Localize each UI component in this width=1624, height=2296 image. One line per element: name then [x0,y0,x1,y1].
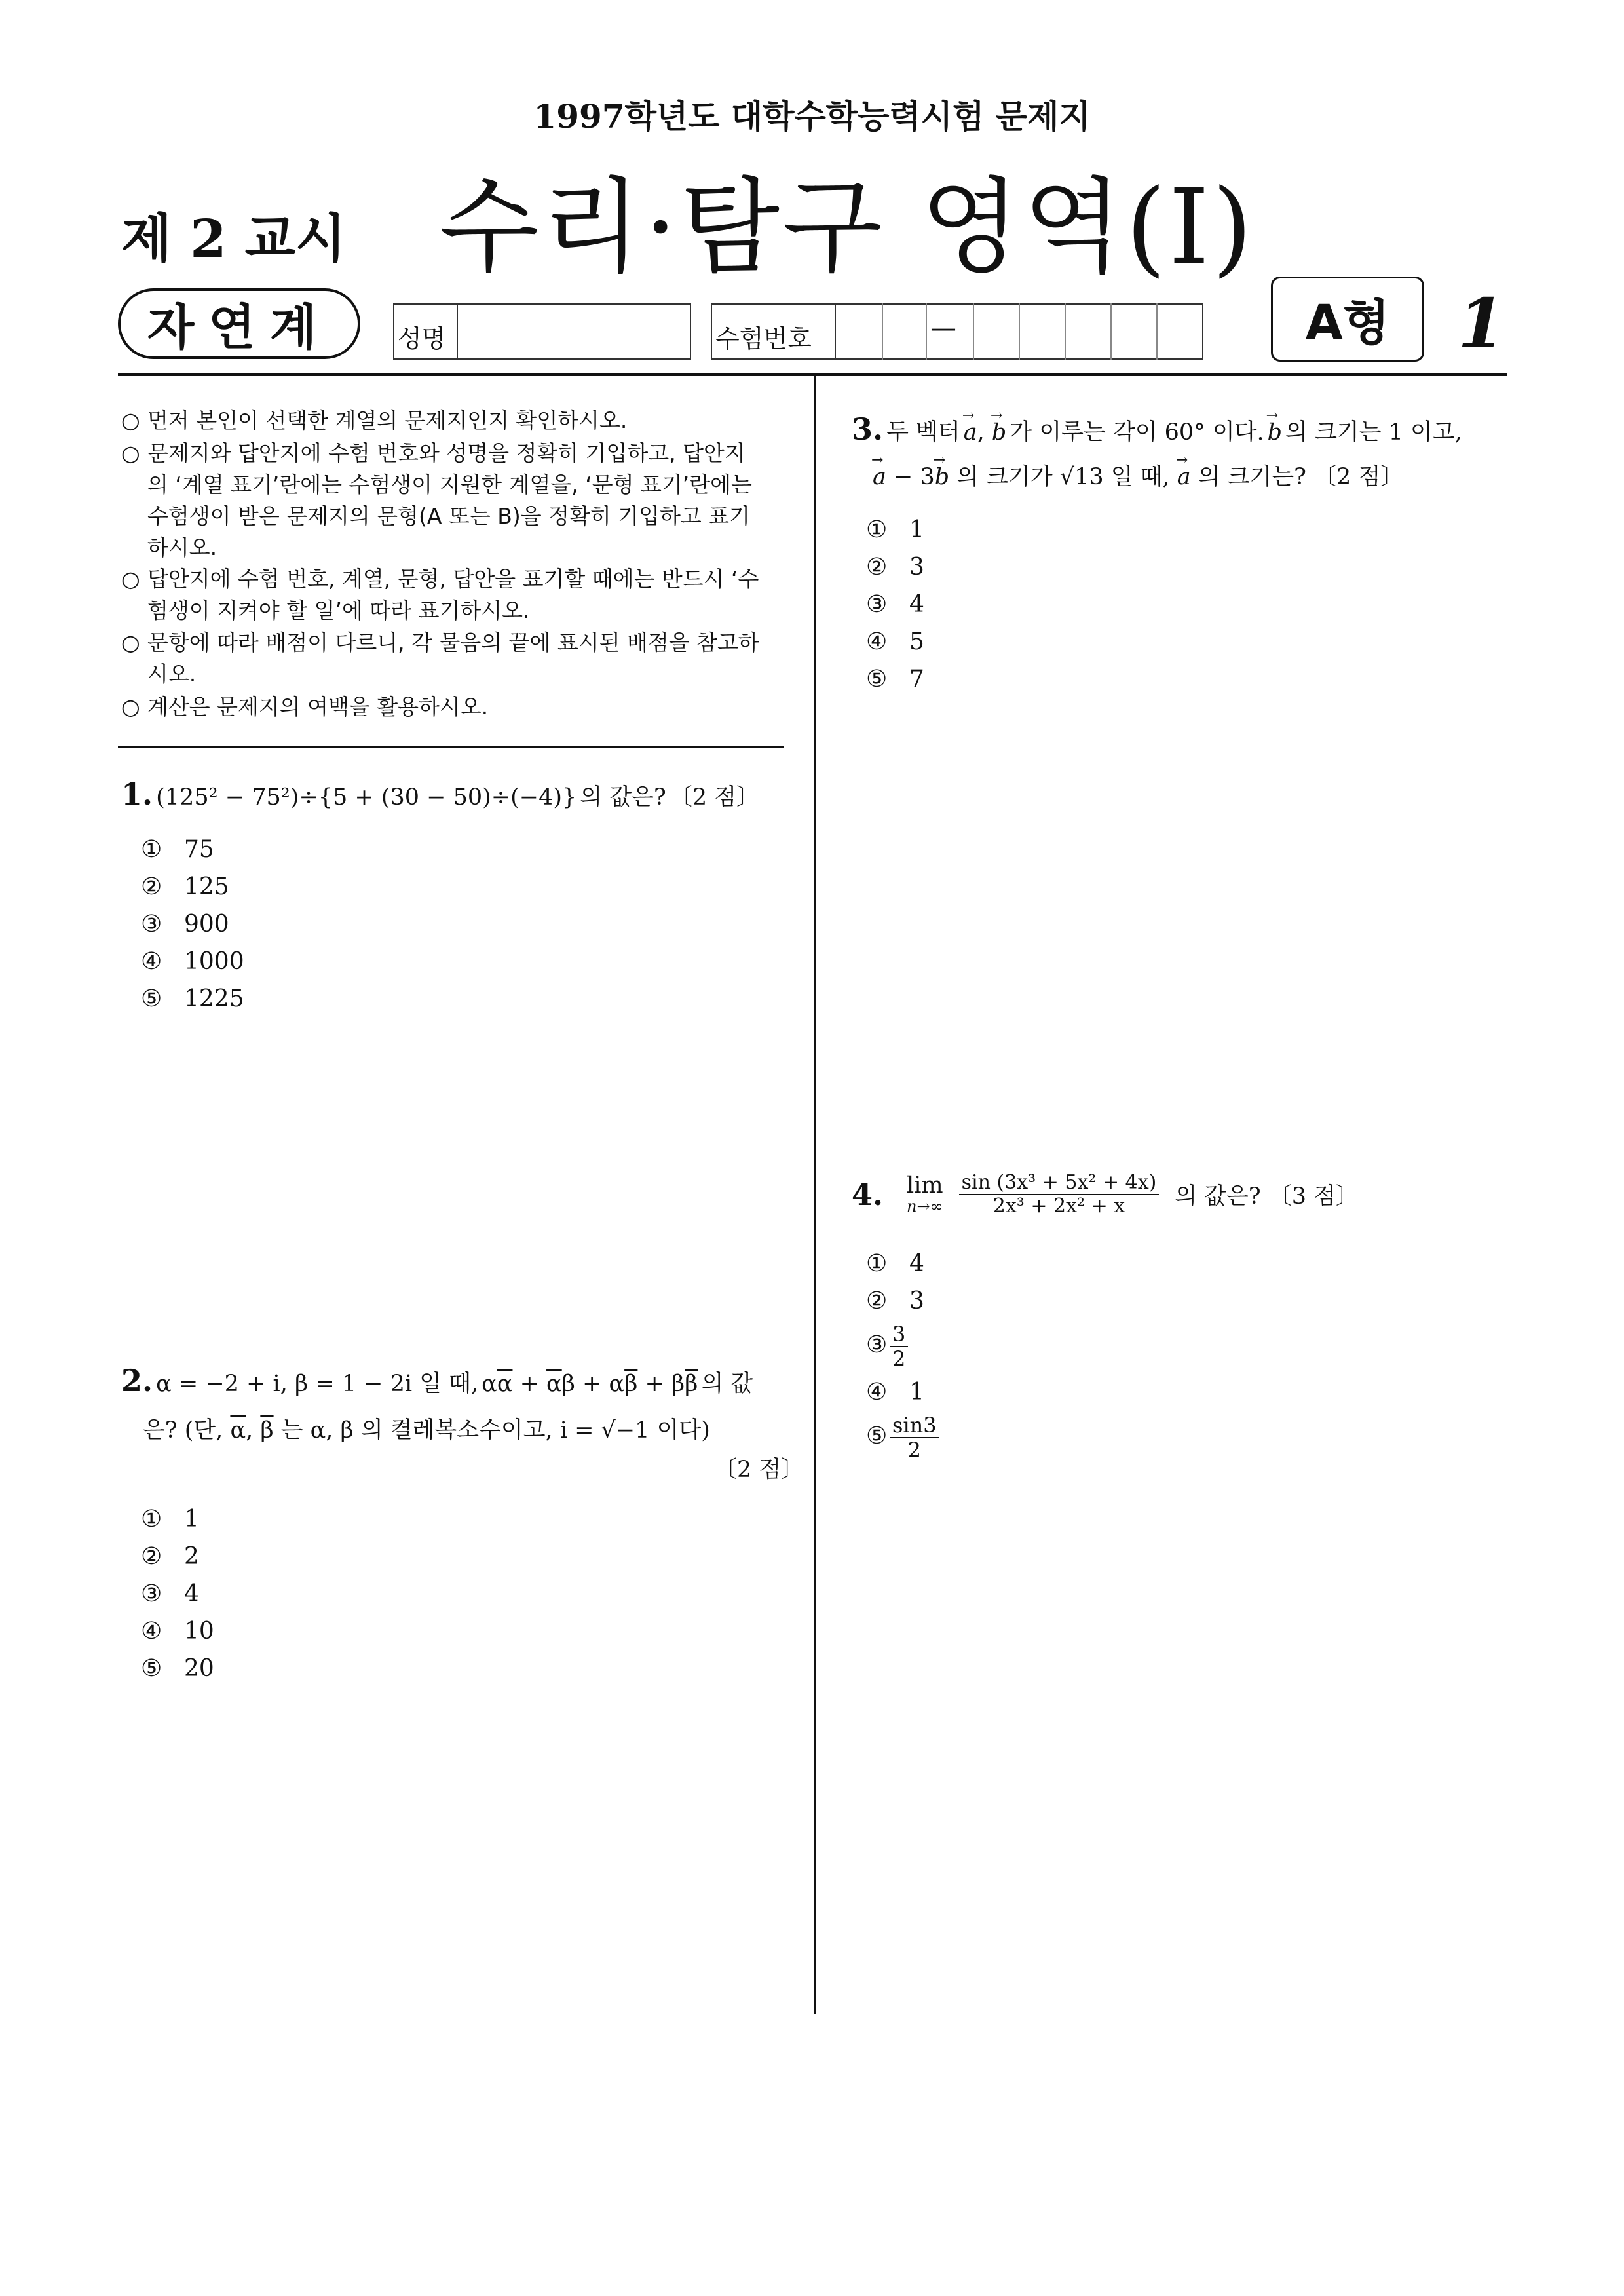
name-field-divider [457,303,458,360]
choice-5[interactable]: ⑤ 20 [141,1655,214,1682]
question-number: 4. [852,1177,884,1212]
choice-list [866,511,924,698]
question-3: 3. 두 벡터 → a, → b 가 이루는 각이 60° 이다. → b 의 크기는 1 이고, [852,411,1462,447]
notice-rule [118,746,784,748]
choice-3[interactable]: ③ 4 [866,591,924,618]
choice-2[interactable]: ② 3 [866,554,924,581]
choice-1[interactable]: ① 1 [866,516,924,543]
column-divider [814,376,816,2014]
question-expression: $\alpha\overline{\alpha} + \overline{\alpha}\beta + \alpha\overline{\beta} + \beta\overline{\beta}$ [482,1371,698,1397]
question-prompt: 의 값은? [1175,1183,1261,1210]
choice-4[interactable]: ④ 5 [866,628,924,655]
exam-year-title: 1997학년도 대학수학능력시험 문제지 [533,97,1091,136]
notice-line: 험생이 지켜야 할 일’에 따라 표기하시오. [147,598,530,623]
name-label: 성명 [398,324,446,353]
notice-line: 수험생이 받은 문제지의 문형(A 또는 B)을 정확히 기입하고 표기 [147,503,750,529]
circle-bullet-icon: ○ [121,440,140,466]
notice-item [121,564,789,626]
header-rule [118,373,1507,376]
choice-2[interactable]: ② 125 [141,873,229,900]
question-points: 〔3 점〕 [1268,1183,1359,1210]
exam-cell-divider [1065,303,1066,360]
notice-line: 문제지와 답안지에 수험 번호와 성명을 정확히 기입하고, 답안지 [147,440,746,466]
question-number: 2. [121,1363,153,1398]
notice-item [121,627,789,690]
page-number: 1 [1458,283,1505,364]
choice-1[interactable]: ① 1 [141,1506,199,1533]
exam-cell-divider [835,303,836,360]
circle-bullet-icon: ○ [121,566,140,592]
question-prompt: 의 값 [701,1371,753,1397]
choice-2[interactable]: ② 2 [141,1543,199,1570]
question-expression: (125² − 75²)÷{5 + (30 − 50)÷(−4)} [156,784,577,811]
notice-line: 먼저 본인이 선택한 계열의 문제지인지 확인하시오. [147,408,628,433]
limit-fraction: $\frac{\text{sin (3x³ + 5x² + 4x)}}{\text{2x³ + 2x² + x}}$ [959,1173,1160,1216]
question-points: 〔2 점〕 [714,1457,804,1483]
exam-cell-divider [1110,303,1112,360]
question-1 [121,776,759,812]
exam-number-dash: — [930,313,956,343]
notice-line: 계산은 문제지의 여백을 활용하시오. [147,694,489,719]
question-points: 〔2 점〕 [669,784,760,811]
question-number: 1. [121,776,153,812]
choice-5[interactable]: ⑤ $\frac{\sin 3}{2}$ [866,1415,939,1461]
circle-bullet-icon: ○ [121,694,140,719]
limit-operator: lim n→∞ [907,1172,943,1215]
choice-5[interactable]: ⑤ 1225 [141,985,244,1012]
choice-5[interactable]: ⑤ 7 [866,666,924,693]
question-points: 〔2 점〕 [1313,464,1404,490]
exam-cell-divider [926,303,927,360]
choice-list [141,831,244,1018]
track-badge [118,288,360,359]
exam-cell-divider [1019,303,1020,360]
notice-item [121,405,789,436]
form-type-badge [1271,277,1424,362]
question-4 [852,1173,1359,1216]
notice-line: 하시오. [147,535,217,560]
choice-list [141,1501,214,1687]
track-label: 자연계 [147,299,331,356]
choice-1[interactable]: ① 4 [866,1250,924,1277]
circle-bullet-icon: ○ [121,630,140,655]
notice-line: 의 ‘계열 표기’란에는 수험생이 지원한 계열을, ‘문형 표기’란에는 [147,472,752,497]
choice-list [866,1245,939,1461]
question-condition: α = −2 + i, β = 1 − 2i 일 때, [156,1371,479,1397]
choice-3[interactable]: ③ 900 [141,911,229,938]
exam-cell-divider [973,303,974,360]
notice-item [121,438,789,564]
vector-b: → b [992,419,1006,446]
question-number: 3. [852,411,884,447]
choice-4[interactable]: ④ 1 [866,1379,924,1406]
question-2-note: 은? (단, $\overline{\alpha}$, $\overline{\beta}$ 는 α, β 의 켤레복소수이고, i = √−1 이다) [143,1417,710,1444]
exam-cell-divider [1156,303,1158,360]
notice-item [121,691,789,723]
choice-3[interactable]: ③ $\frac{3}{2}$ [866,1324,939,1369]
circle-bullet-icon: ○ [121,408,140,433]
subject-title: 수리·탐구 영역(Ⅰ) [439,167,1255,288]
exam-number-label: 수험번호 [715,324,812,353]
notice-line: 답안지에 수험 번호, 계열, 문형, 답안을 표기할 때에는 반드시 ‘수 [147,566,759,592]
choice-3[interactable]: ③ 4 [141,1580,199,1607]
session-label: 제 2 교시 [121,208,347,269]
sqrt-expression: i = √−1 [559,1417,650,1444]
exam-cell-divider [882,303,883,360]
form-type-label: A형 [1305,295,1390,351]
choice-2[interactable]: ② 3 [866,1288,924,1314]
question-2 [121,1363,753,1398]
question-3-line2: → a − 3→ b 의 크기가 √13 일 때, → a 의 크기는? 〔2 점〕 [873,459,1403,491]
notice-line: 문항에 따라 배점이 다르니, 각 물음의 끝에 표시된 배점을 참고하 [147,630,759,655]
vector-a: → a [964,419,977,446]
notice-line: 시오. [147,661,197,687]
choice-1[interactable]: ① 75 [141,836,214,863]
choice-4[interactable]: ④ 1000 [141,948,244,975]
choice-4[interactable]: ④ 10 [141,1618,214,1645]
question-prompt: 의 값은? [580,784,666,811]
